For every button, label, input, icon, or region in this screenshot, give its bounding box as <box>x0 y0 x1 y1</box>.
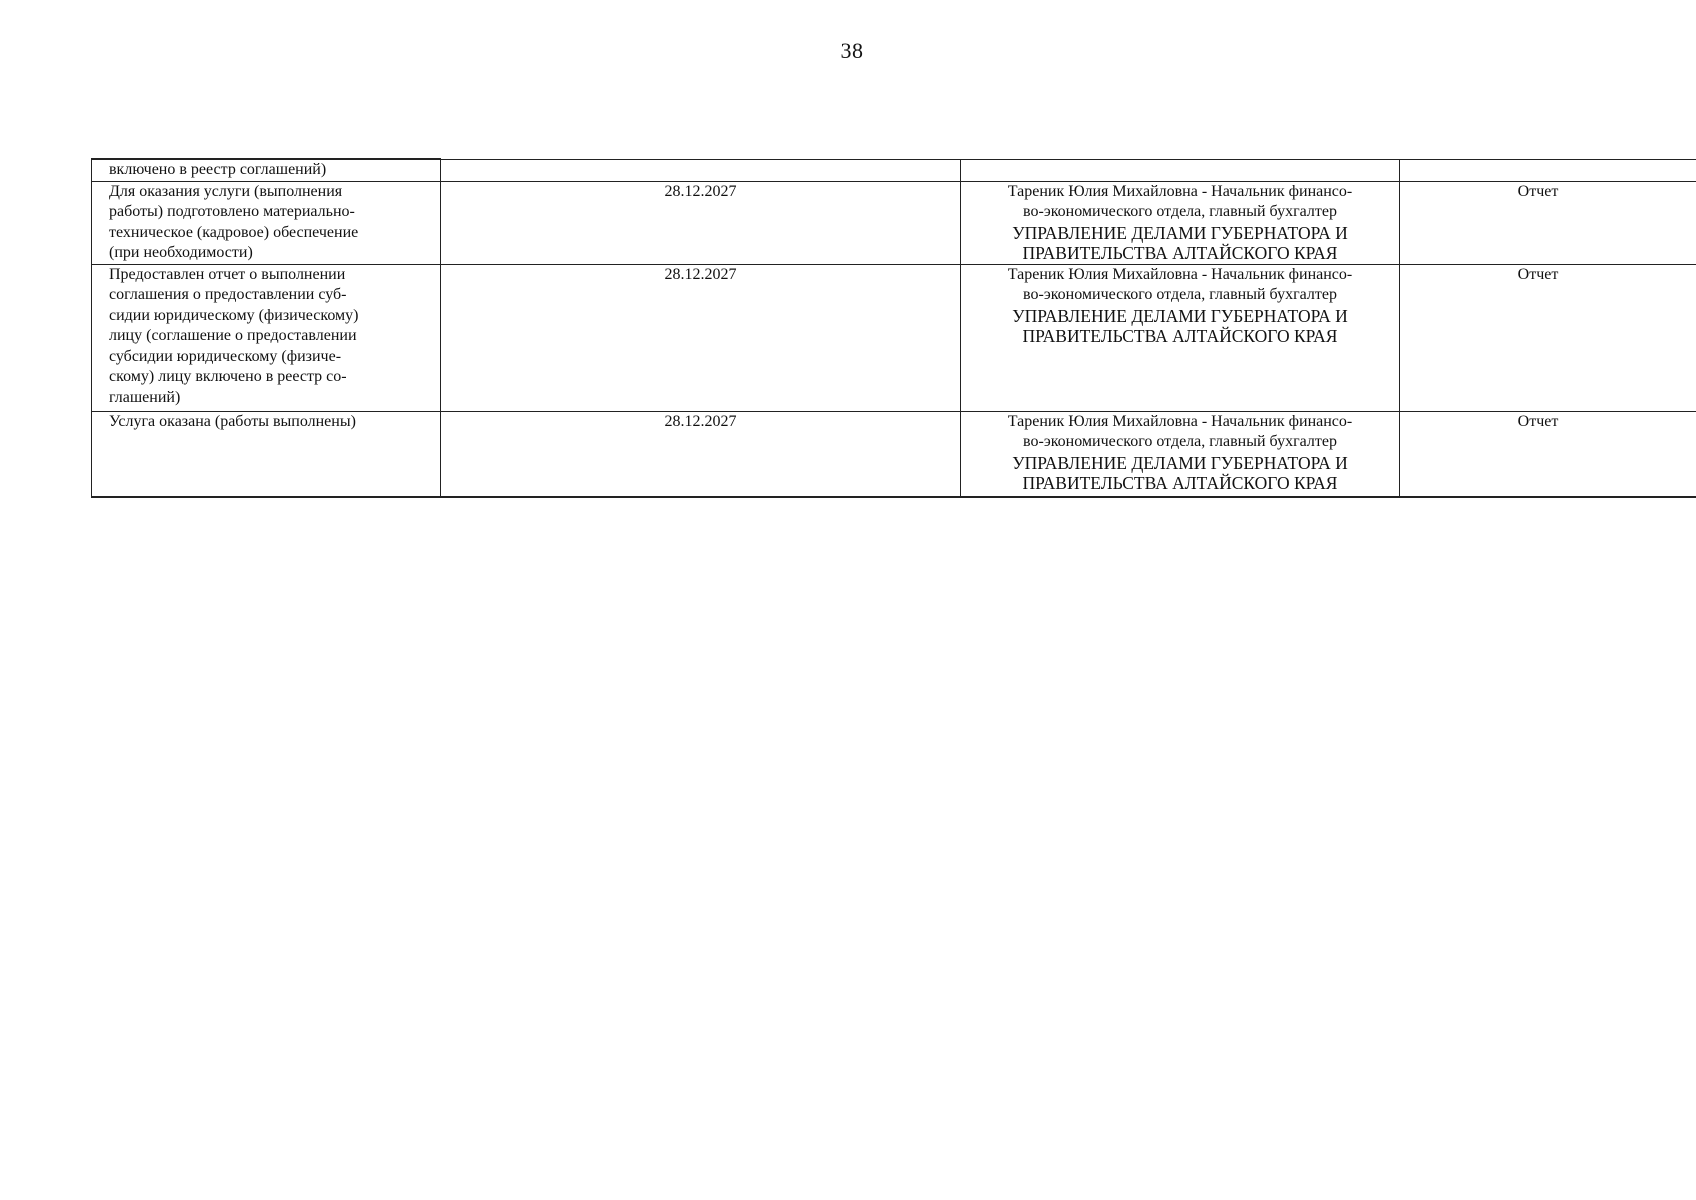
table-row <box>92 411 1696 497</box>
event-line: Для оказания услуги (выполнения <box>109 182 343 200</box>
document-text: Отчет <box>1517 412 1559 430</box>
responsible-cell <box>961 264 1400 411</box>
responsible-cell <box>961 159 1400 181</box>
event-line: (при необходимости) <box>109 244 253 261</box>
table-row <box>92 181 1696 264</box>
event-line: лицу (соглашение о предоставлении <box>109 327 357 344</box>
responsible-line: Тареник Юлия Михайловна - Начальник финансо- <box>1007 412 1353 430</box>
document-cell <box>1400 159 1696 181</box>
document-cell <box>1400 411 1696 497</box>
event-cell <box>92 264 441 411</box>
event-line: Услуга оказана (работы выполнены) <box>109 412 356 430</box>
responsible-org-line: ПРАВИТЕЛЬСТВА АЛТАЙСКОГО КРАЯ <box>1022 472 1338 493</box>
document-text: Отчет <box>1517 265 1559 283</box>
responsible-org-line: ПРАВИТЕЛЬСТВА АЛТАЙСКОГО КРАЯ <box>1022 242 1338 263</box>
event-line: Предоставлен отчет о выполнении <box>109 265 346 283</box>
event-line: работы) подготовлено материально- <box>109 203 355 220</box>
responsible-org-line: УПРАВЛЕНИЕ ДЕЛАМИ ГУБЕРНАТОРА И <box>1012 452 1348 473</box>
event-line: глашений) <box>109 388 181 406</box>
event-line: соглашения о предоставлении суб- <box>109 286 347 303</box>
responsible-line: во-экономического отдела, главный бухгалтер <box>1023 203 1337 220</box>
date-cell: 28.12.2027 <box>441 181 961 264</box>
responsible-cell <box>961 181 1400 264</box>
table-row <box>92 159 1696 181</box>
table-row <box>92 264 1696 411</box>
event-line: включено в реестр соглашений) <box>109 161 327 178</box>
responsible-org-line: УПРАВЛЕНИЕ ДЕЛАМИ ГУБЕРНАТОРА И <box>1012 305 1348 326</box>
responsible-line: Тареник Юлия Михайловна - Начальник финансо- <box>1007 182 1353 200</box>
date-cell: 28.12.2027 <box>441 411 961 497</box>
event-cell <box>92 411 441 497</box>
date-cell: 28.12.2027 <box>441 264 961 411</box>
responsible-line: во-экономического отдела, главный бухгалтер <box>1023 433 1337 450</box>
control-points-table <box>91 158 1696 498</box>
responsible-cell <box>961 411 1400 497</box>
document-cell <box>1400 181 1696 264</box>
event-cell <box>92 159 441 181</box>
event-line: скому) лицу включено в реестр со- <box>109 368 347 385</box>
page-number: 38 <box>840 38 864 63</box>
event-line: субсидии юридическому (физиче- <box>109 347 342 365</box>
event-line: техническое (кадровое) обеспечение <box>109 223 359 241</box>
responsible-line: во-экономического отдела, главный бухгалтер <box>1023 286 1337 303</box>
date-cell <box>441 159 961 181</box>
responsible-org-line: ПРАВИТЕЛЬСТВА АЛТАЙСКОГО КРАЯ <box>1022 325 1338 346</box>
document-cell <box>1400 264 1696 411</box>
responsible-line: Тареник Юлия Михайловна - Начальник финансо- <box>1007 265 1353 283</box>
event-line: сидии юридическому (физическому) <box>109 306 359 324</box>
responsible-org-line: УПРАВЛЕНИЕ ДЕЛАМИ ГУБЕРНАТОРА И <box>1012 222 1348 243</box>
event-cell <box>92 181 441 264</box>
document-text: Отчет <box>1517 182 1559 200</box>
